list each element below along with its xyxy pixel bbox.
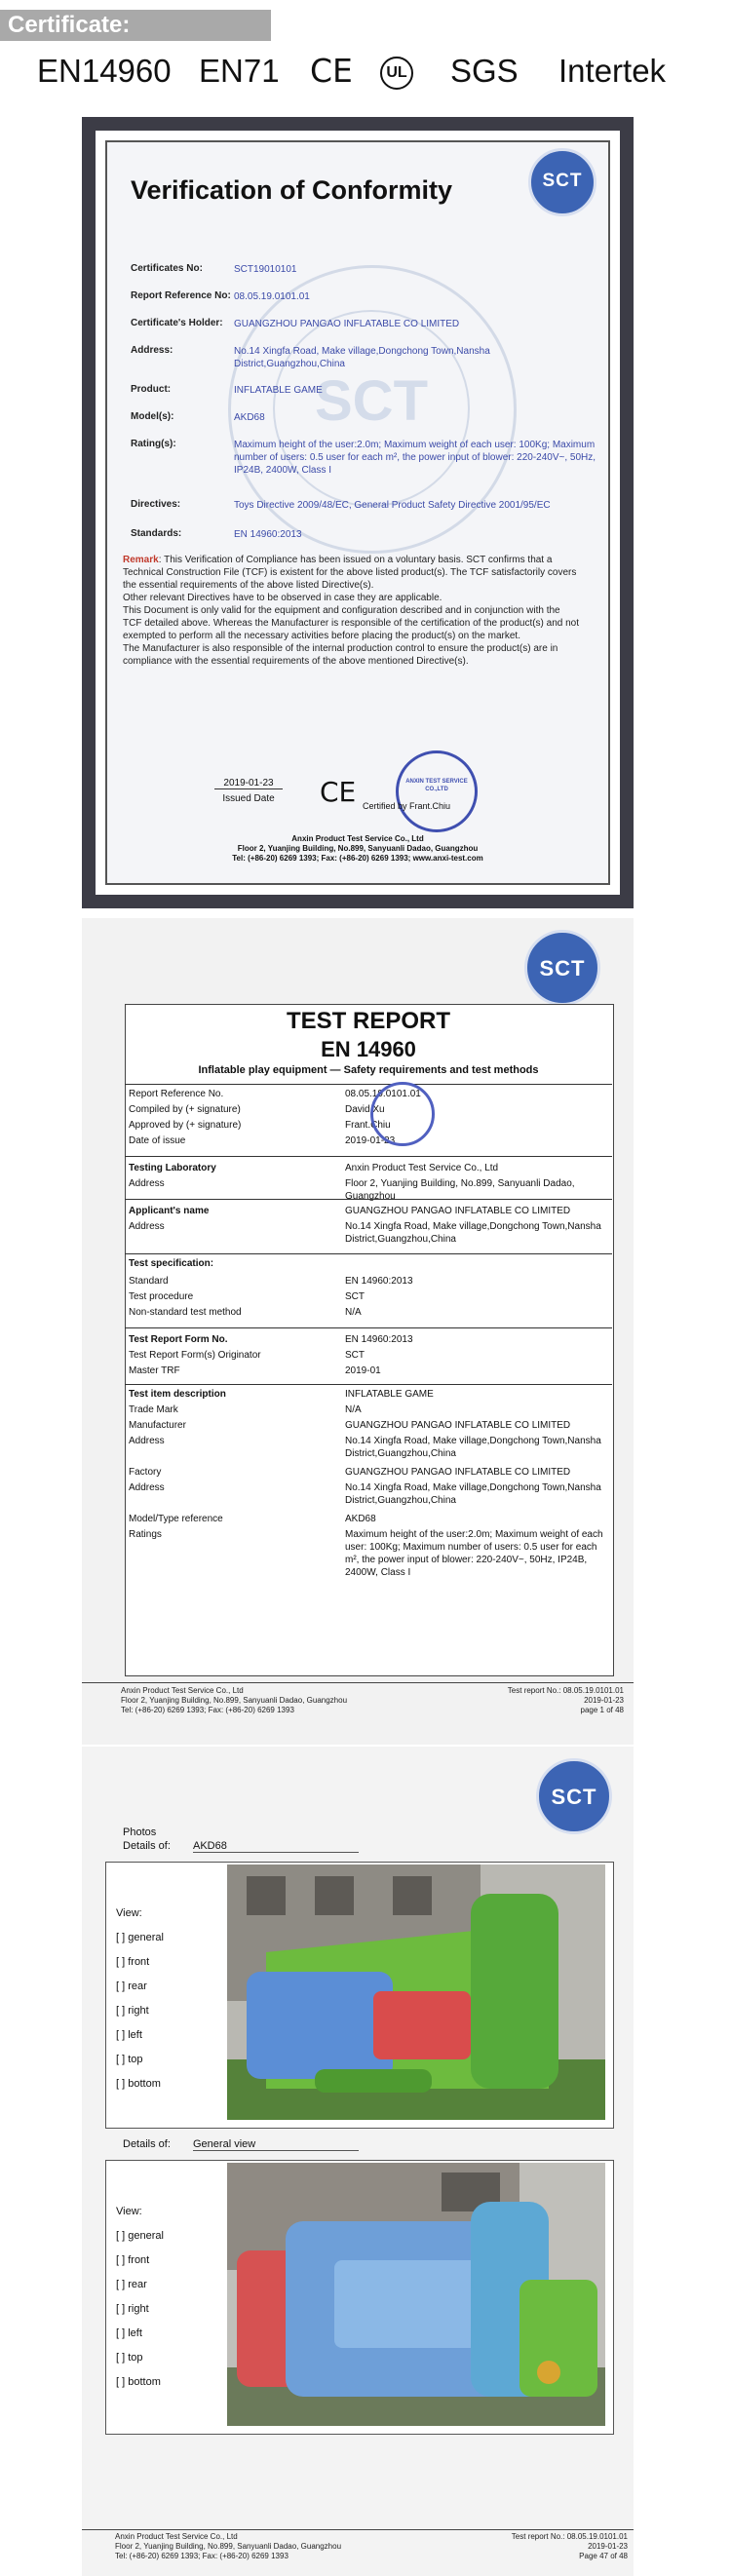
report-footer-right: Test report No.: 08.05.19.0101.01 2019-01-23 page 1 of 48 — [507, 1686, 624, 1714]
field-value: EN 14960:2013 — [234, 529, 302, 540]
remark-line: Other relevant Directives have to be observed in case they are applicable. — [123, 593, 442, 603]
watermark-text: SCT — [315, 369, 428, 433]
view-option: [ ] bottom — [116, 2078, 161, 2090]
certificate-footer — [107, 834, 608, 864]
view-option: [ ] front — [116, 1956, 150, 1968]
sct-logo-icon: SCT — [528, 148, 596, 216]
report-subtitle: Inflatable play equipment — Safety requirements and test methods — [198, 1064, 539, 1076]
footer-line: Floor 2, Yuanjing Building, No.899, Sanyuanli Dadao, Guangzhou — [237, 844, 479, 853]
field-value: GUANGZHOU PANGAO INFLATABLE CO LIMITED — [234, 319, 460, 329]
field-label: Address: — [131, 345, 173, 356]
photos-heading: Photos — [123, 1826, 157, 1838]
photos-page — [82, 1747, 634, 2576]
ul-mark-icon: UL — [380, 57, 413, 90]
issued-date: 2019-01-23 — [214, 778, 283, 789]
certificate-banner: Certificate: — [0, 10, 271, 41]
conformity-certificate — [82, 117, 634, 908]
field-label: Directives: — [131, 499, 181, 510]
report-title: TEST REPORT — [286, 1008, 450, 1034]
remark-line: the essential requirements of the above listed Directive(s). — [123, 580, 374, 591]
remark-label: Remark — [123, 555, 159, 565]
report-standard: EN 14960 — [321, 1037, 416, 1061]
view-option: [ ] right — [116, 2005, 149, 2017]
details-label: Details of: — [123, 1840, 171, 1852]
section-divider — [125, 1084, 612, 1085]
photos-footer-right: Test report No.: 08.05.19.0101.01 2019-01-23 Page 47 of 48 — [511, 2532, 628, 2560]
footer-line: Anxin Product Test Service Co., Ltd — [291, 834, 424, 843]
stamp-text: ANXIN TEST SERVICE CO.,LTD — [405, 779, 468, 792]
photo-frame — [105, 1862, 614, 2129]
remark-line: TCF detailed above. Whereas the Manufacturer is responsible of the certification of the product(s) and not — [123, 618, 580, 629]
certificate-inner — [105, 140, 610, 885]
view-option: [ ] general — [116, 1932, 164, 1943]
field-label: Certificates No: — [131, 263, 203, 274]
remark-line: exempted to perform all the necessary activities before placing the product(s) on the market. — [123, 631, 520, 641]
report-footer-left: Anxin Product Test Service Co., Ltd Floor 2, Yuanjing Building, No.899, Sanyuanli Dadao, Guangzhou Tel: (+86-20) 6269 1393; Fax: (+86-20) 6269 1393 — [121, 1686, 348, 1714]
photo-frame — [105, 2160, 614, 2435]
view-option: [ ] top — [116, 2054, 143, 2065]
field-label: Certificate's Holder: — [131, 318, 223, 328]
standards-row — [0, 47, 731, 96]
section-divider — [125, 1327, 612, 1328]
product-photo — [227, 1865, 605, 2120]
standard-intertek: Intertek — [558, 53, 667, 89]
field-value: Toys Directive 2009/48/EC, General Product Safety Directive 2001/95/EC — [234, 500, 551, 511]
view-option: [ ] rear — [116, 2279, 147, 2290]
details-label: Details of: — [123, 2138, 171, 2150]
section-divider — [125, 1199, 612, 1200]
issued-date-label: Issued Date — [222, 793, 275, 804]
photos-footer-rule — [82, 2529, 634, 2530]
report-footer-rule — [82, 1682, 634, 1683]
remark-line: This Document is only valid for the equipment and configuration described and in conjunction with the — [123, 605, 560, 616]
sct-logo-icon: SCT — [524, 930, 600, 1006]
standard-sgs: SGS — [450, 53, 519, 89]
field-value: INFLATABLE GAME — [234, 385, 323, 396]
view-option: [ ] left — [116, 2327, 142, 2339]
section-divider — [125, 1253, 612, 1254]
remark-line: Technical Construction File (TCF) is existent for the above listed product(s). The TCF satisfactorily covers — [123, 567, 577, 578]
field-label: Standards: — [131, 528, 182, 539]
view-option: [ ] front — [116, 2254, 150, 2266]
view-option: [ ] top — [116, 2352, 143, 2364]
field-value: AKD68 — [234, 412, 265, 423]
view-option: [ ] bottom — [116, 2376, 161, 2388]
field-value: Maximum height of the user:2.0m; Maximum weight of each user: 100Kg; Maximum number of users: 0.5 user for each m², the power input of blower: 220-240V~, 50Hz, IP24B, 2400W, Class I — [234, 440, 596, 476]
sct-logo-icon: SCT — [536, 1758, 612, 1834]
field-label: Report Reference No: — [131, 290, 231, 301]
section-divider — [125, 1156, 612, 1157]
field-label: Model(s): — [131, 411, 174, 422]
field-label: Product: — [131, 384, 172, 395]
remark-line: The Manufacturer is also responsible of the internal production control to ensure the product(s) are in — [123, 643, 558, 654]
remark-line: : This Verification of Compliance has been issued on a voluntary basis. SCT confirms that a — [158, 555, 553, 565]
field-value: 08.05.19.0101.01 — [234, 291, 310, 302]
standard-en71: EN71 — [199, 53, 280, 89]
ce-mark-icon: CE — [310, 52, 353, 90]
remark-line: compliance with the essential requirements of the above mentioned Directive(s). — [123, 656, 469, 667]
field-label: Rating(s): — [131, 439, 176, 449]
details-value: General view — [193, 2138, 359, 2151]
photos-footer-left: Anxin Product Test Service Co., Ltd Floor 2, Yuanjing Building, No.899, Sanyuanli Dadao, Guangzhou Tel: (+86-20) 6269 1393; Fax: (+86-20) 6269 1393 — [115, 2532, 342, 2560]
remark-block — [123, 554, 610, 668]
section-divider — [125, 1384, 612, 1385]
field-value: No.14 Xingfa Road, Make village,Dongchong Town,Nansha District,Guangzhou,China — [234, 346, 490, 369]
view-option: [ ] left — [116, 2029, 142, 2041]
product-photo — [227, 2163, 605, 2426]
signer-label: Certified by Frant.Chiu — [363, 801, 451, 811]
details-value: AKD68 — [193, 1840, 359, 1853]
ce-mark-icon: CE — [320, 776, 357, 808]
view-checklist: View: [ ] general [ ] front [ ] rear [ ] right [ ] left [ ] top [ ] bottom — [116, 1902, 164, 2096]
field-value: SCT19010101 — [234, 264, 297, 275]
footer-line: Tel: (+86-20) 6269 1393; Fax: (+86-20) 6269 1393; www.anxi-test.com — [232, 854, 483, 863]
test-report-page: SCT TEST REPORT EN 14960 Inflatable play equipment — Safety requirements and test methods Report Reference No. 08.05.19.0101.01 Compiled by (+ signature) David Xu Approved by (+ signature) Frant.Chiu Date of issue 2019-01-23 Testing Laboratory Anxin Product Test Service Co., Ltd Address Floor 2, Yuanjing Building, No.899, Sanyuanli Dadao, Guangzhou Applicant's name GUANGZHOU PANGAO INFLATABLE CO LIMITED Address No.14 Xingfa Road, Make village,Dongchong Town,Nansha District,Guangzhou,China Test specification: Standard EN 14960:2013 Test procedure SCT Non-standard test method N/A Test Report Form No. EN 14960:2013 Test Report Form(s) Originator SCT Master TRF 2019-01 Test item description INFLATABLE GAME Trade Mark N/A Manufacturer GUANGZHOU PANGAO INFLATABLE CO LIMITED Address No.14 Xingfa Road, Make village,Dongchong Town,Nansha District,Guangzhou,China Factory GUANGZHOU PANGAO INFLATABLE CO LIMITED Address No.14 Xingfa Road, Make village,Dongchong Town,Nansha District,Guangzhou,China Model/Type reference AKD68 Ratings Maximum height of the user:2.0m; Maximum weight of each user: 100Kg; Maximum number of users: 0.5 user for each m², the power input of blower: 220-240V~, 50Hz, IP24B, 2400W, Class I Anxin Product Test Service Co., Ltd Floor 2, Yuanjing Building, No.899, Sanyuanli Dadao, Guangzhou Tel: (+86-20) 6269 1393; Fax: (+86-20) 6269 1393 Test report No.: 08.05.19.0101.01 2019-01-23 page 1 of 48 — [82, 918, 634, 1745]
view-option: [ ] right — [116, 2303, 149, 2315]
approval-stamp-icon — [370, 1082, 435, 1146]
standard-en14960: EN14960 — [37, 53, 172, 89]
view-checklist: View: [ ] general [ ] front [ ] rear [ ] right [ ] left [ ] top [ ] bottom — [116, 2200, 164, 2395]
certificate-title: Verification of Conformity — [131, 175, 453, 205]
view-option: [ ] rear — [116, 1980, 147, 1992]
view-option: [ ] general — [116, 2230, 164, 2242]
